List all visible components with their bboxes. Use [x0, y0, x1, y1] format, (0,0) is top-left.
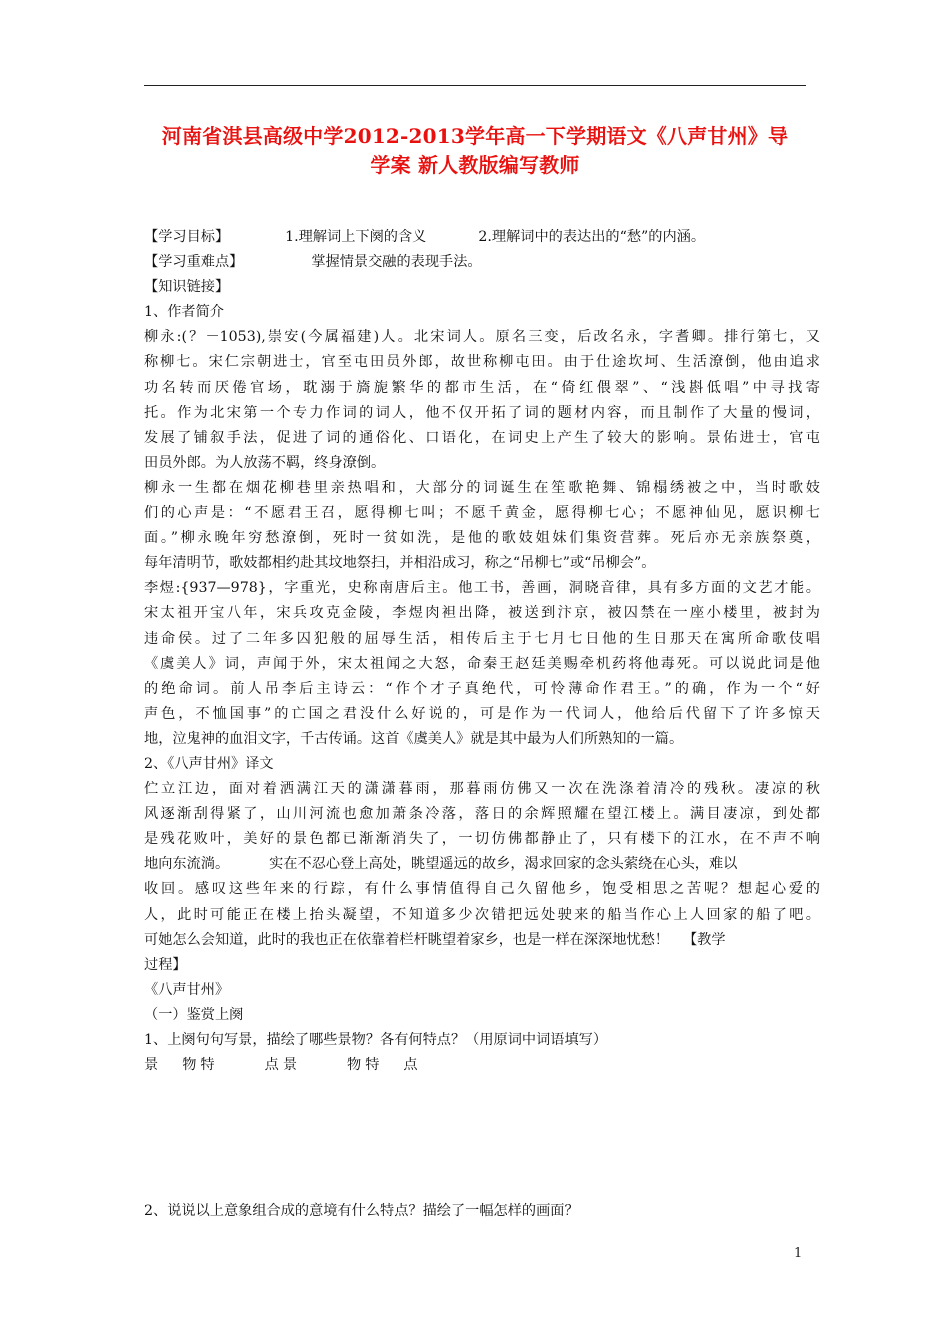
document-body — [144, 225, 820, 1224]
text-line: 伫立江边，面对着洒满江天的潇潇暮雨，那暮雨仿佛又一次在洗涤着清冷的残秋。凄凉的秋 — [144, 781, 820, 798]
objective-1: 1.理解词上下阕的含义 — [285, 229, 427, 245]
key-points-text: 掌握情景交融的表现手法。 — [311, 254, 482, 271]
text-line: 违命侯。过了二年多囚犯般的屈辱生活，相传后主于七月七日他的生日那天在寓所命歌伎唱 — [144, 630, 820, 647]
text-line: 每年清明节，歌妓都相约赴其坟地祭扫，并相沿成习，称之“吊柳七”或“吊柳会”。 — [144, 555, 656, 572]
text-line: 托。作为北宋第一个专力作词的词人，他不仅开拓了词的题材内容，而且制作了大量的慢词， — [144, 404, 820, 421]
liuyong-paragraph-2 — [144, 476, 820, 576]
key-points-label: 【学习重难点】 — [144, 254, 244, 271]
document-title — [130, 122, 820, 180]
scenery-table-header — [144, 1053, 820, 1078]
header-rule — [144, 85, 806, 86]
part-1-heading: （一）鉴赏上阕 — [144, 1006, 244, 1023]
text-line: 收回。感叹这些年来的行踪，有什么事情值得自己久留他乡，饱受相思之苦呢？想起心爱的 — [144, 881, 820, 898]
text-line: 人，此时可能正在楼上抬头凝望，不知道多少次错把远处驶来的船当作心上人回家的船了吧。 — [144, 906, 820, 923]
question-2: 2、说说以上意象组合成的意境有什么特点？描绘了一幅怎样的画面？ — [144, 1203, 579, 1220]
knowledge-label: 【知识链接】 — [144, 279, 230, 296]
table-header-cell: 物 — [347, 1057, 362, 1074]
text-line: 李煜:{937—978}，字重光，史称南唐后主。他工书，善画，洞晓音律，具有多方面的文艺才能。 — [144, 580, 820, 597]
text-line: 柳永一生都在烟花柳巷里亲热唱和，大部分的词诞生在笙歌艳舞、锦榻绣被之中，当时歌妓 — [144, 479, 820, 496]
section-2-heading: 2、《八声甘州》译文 — [144, 755, 274, 772]
text-line — [144, 928, 820, 953]
text-fragment: 实在不忍心登上高处，眺望遥远的故乡，渴求回家的念头萦绕在心头，难以 — [269, 856, 738, 873]
text-line: 地，泣鬼神的血泪文字，千古传诵。这首《虞美人》就是其中最为人们所熟知的一篇。 — [144, 730, 684, 747]
table-header-cell: 点 — [264, 1057, 279, 1074]
section-1-heading: 1、作者简介 — [144, 304, 224, 321]
text-line: 声色，不恤国事”的亡国之君没什么好说的，可是作为一代词人，他给后代留下了许多惊天 — [144, 705, 820, 722]
objectives-label: 【学习目标】 — [144, 229, 230, 245]
text-line: 风逐渐刮得紧了，山川河流也愈加萧条冷落，落日的余辉照耀在望江楼上。满目凄凉，到处都 — [144, 806, 820, 823]
liyu-paragraph — [144, 576, 820, 752]
question-1: 1、上阕句句写景，描绘了哪些景物？各有何特点？（用原词中词语填写） — [144, 1032, 608, 1048]
text-line: 田员外郎。为人放荡不羁，终身潦倒。 — [144, 454, 386, 471]
title-line-1: 河南省淇县高级中学2012-2013学年高一下学期语文《八声甘州》导 — [161, 124, 789, 148]
key-points-line — [144, 250, 820, 275]
title-line-2: 学案 新人教版编写教师 — [370, 153, 580, 177]
table-header-cell: 景 — [282, 1057, 298, 1074]
table-header-cell: 特 — [200, 1057, 215, 1074]
table-header-cell: 特 — [365, 1057, 380, 1074]
table-header-cell: 景 — [144, 1057, 159, 1074]
text-line: 的绝命词。前人吊李后主诗云：“作个才子真绝代，可怜薄命作君王。”的确，作为一个“好 — [144, 680, 820, 697]
text-line: 过程】 — [144, 956, 187, 973]
teaching-process-label: 【教学 — [682, 931, 726, 948]
text-fragment: 地向东流淌。 — [144, 856, 230, 873]
translation-paragraph — [144, 777, 820, 978]
text-line: 《虞美人》词，声闻于外，宋太祖闻之大怒，命秦王赵廷美赐牵机药将他毒死。可以说此词是他 — [144, 655, 820, 672]
page-number: 1 — [794, 1246, 803, 1261]
text-line: 功名转而厌倦官场，耽溺于旖旎繁华的都市生活，在“倚红偎翠”、“浅斟低唱”中寻找寄 — [144, 379, 820, 396]
blank-line — [144, 1174, 820, 1199]
poem-title: 《八声甘州》 — [144, 981, 230, 998]
text-line: 是残花败叶，美好的景色都已渐渐消失了，一切仿佛都静止了，只有楼下的江水，在不声不响 — [144, 831, 820, 848]
text-fragment: 可她怎么会知道，此时的我也正在依靠着栏杆眺望着家乡，也是一样在深深地忧愁！ — [144, 931, 669, 948]
objective-2: 2.理解词中的表达出的“愁”的内涵。 — [478, 229, 706, 245]
text-line: 称柳七。宋仁宗朝进士，官至屯田员外郎，故世称柳屯田。由于仕途坎坷、生活潦倒，他由追求 — [144, 354, 820, 371]
text-line: 面。”柳永晚年穷愁潦倒，死时一贫如洗，是他的歌妓姐妹们集资营葬。死后亦无亲族祭奠， — [144, 530, 820, 547]
text-line: 发展了铺叙手法，促进了词的通俗化、口语化，在词史上产生了较大的影响。景佑进士，官屯 — [144, 429, 820, 446]
liuyong-paragraph-1 — [144, 325, 820, 476]
table-header-cell: 点 — [403, 1057, 418, 1074]
objectives-line — [144, 225, 820, 250]
text-line: 们的心声是：“不愿君王召，愿得柳七叫；不愿千黄金，愿得柳七心；不愿神仙见，愿识柳七 — [144, 505, 820, 522]
text-line — [144, 852, 820, 877]
table-header-cell: 物 — [182, 1057, 197, 1074]
answer-space — [144, 1078, 820, 1174]
text-line: 宋太祖开宝八年，宋兵攻克金陵，李煜肉袒出降，被送到汴京，被囚禁在一座小楼里，被封为 — [144, 605, 820, 622]
text-line: 柳永:(？－1053),崇安(今属福建)人。北宋词人。原名三变，后改名永，字耆卿。排行第七，又 — [144, 329, 820, 346]
